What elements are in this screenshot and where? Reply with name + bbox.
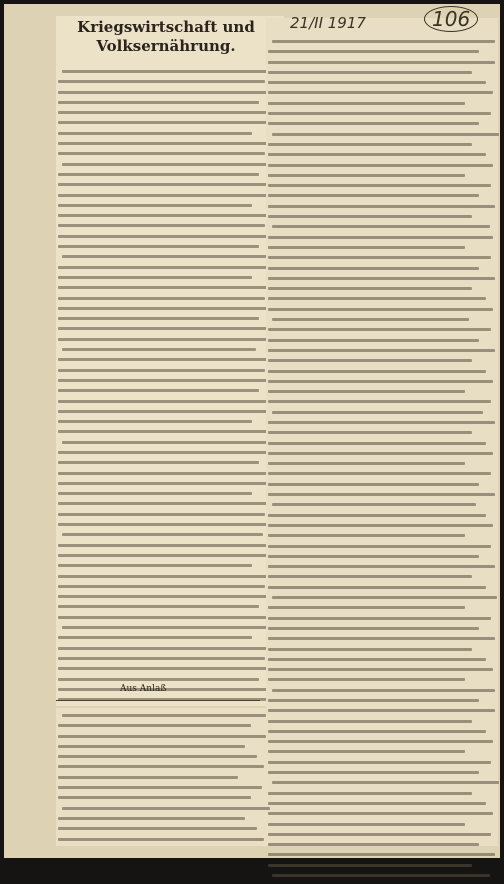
text-line [58, 400, 272, 403]
text-line [268, 81, 486, 84]
text-line [62, 714, 266, 717]
text-line [58, 297, 265, 300]
text-line [58, 786, 262, 789]
text-lines-right [266, 40, 498, 884]
text-line [58, 575, 277, 578]
text-line [268, 534, 465, 537]
text-line [58, 420, 252, 423]
text-line [58, 472, 272, 475]
text-line [58, 379, 281, 382]
text-line [268, 442, 486, 445]
text-line [268, 709, 495, 712]
text-line [58, 214, 277, 217]
text-line [62, 348, 256, 351]
article-headline: Kriegswirtschaft und Volksernährung. [77, 18, 255, 55]
text-line [58, 451, 281, 454]
text-line [268, 771, 479, 774]
text-line [272, 503, 476, 506]
text-line [58, 564, 252, 567]
text-line [58, 735, 266, 738]
text-line [58, 327, 272, 330]
text-line [268, 184, 491, 187]
text-line [268, 843, 479, 846]
clipping-left-upper [56, 16, 284, 706]
text-line [58, 796, 251, 799]
text-line [268, 61, 495, 64]
text-line [268, 205, 495, 208]
text-line [268, 256, 491, 259]
text-line [62, 533, 263, 536]
text-line [58, 755, 257, 758]
text-line [268, 802, 486, 805]
text-line [58, 523, 281, 526]
text-line [58, 502, 277, 505]
text-line [268, 699, 479, 702]
text-line [268, 575, 472, 578]
text-line [58, 544, 272, 547]
text-line [268, 194, 479, 197]
text-line [268, 678, 465, 681]
text-line [268, 380, 493, 383]
text-line [58, 369, 265, 372]
text-line [268, 421, 495, 424]
text-line [268, 823, 465, 826]
text-line [58, 657, 265, 660]
printed-phrase: Aus Anlaß [120, 684, 167, 694]
text-line [268, 122, 479, 125]
text-line [268, 833, 491, 836]
text-line [58, 121, 279, 124]
text-line [268, 246, 465, 249]
text-line [268, 565, 495, 568]
text-line [58, 817, 245, 820]
text-line [62, 441, 269, 444]
text-line [272, 133, 499, 136]
text-line [268, 390, 465, 393]
text-line [268, 236, 493, 239]
text-line [58, 745, 245, 748]
text-line [268, 864, 472, 867]
text-line [272, 318, 469, 321]
text-line [268, 740, 493, 743]
text-line [268, 370, 486, 373]
text-line [268, 462, 465, 465]
text-line [58, 358, 277, 361]
text-line [58, 827, 257, 830]
text-line [62, 626, 283, 629]
text-line [268, 545, 491, 548]
clipping-right [266, 18, 498, 846]
text-line [268, 91, 493, 94]
text-lines-left-upper [56, 70, 284, 750]
archive-sheet [4, 4, 500, 858]
text-line [268, 153, 486, 156]
text-line [268, 761, 491, 764]
text-line [272, 874, 490, 877]
text-line [58, 307, 281, 310]
text-line [268, 648, 472, 651]
text-line [58, 585, 265, 588]
text-line [58, 132, 252, 135]
text-line [268, 555, 479, 558]
text-line [58, 765, 264, 768]
text-line [58, 142, 277, 145]
text-line [268, 524, 493, 527]
text-line [268, 720, 472, 723]
text-line [268, 853, 495, 856]
text-line [268, 606, 465, 609]
text-line [272, 40, 495, 43]
text-line [58, 513, 265, 516]
text-line [58, 678, 259, 681]
text-line [268, 792, 472, 795]
text-line [58, 647, 277, 650]
text-line [58, 101, 259, 104]
text-line [268, 730, 486, 733]
text-line [268, 349, 495, 352]
text-line [58, 616, 272, 619]
text-line [58, 605, 259, 608]
text-line [58, 338, 279, 341]
text-line [268, 658, 486, 661]
text-line [268, 452, 493, 455]
text-line [58, 482, 279, 485]
text-line [272, 411, 483, 414]
text-line [268, 112, 491, 115]
text-line [58, 91, 281, 94]
text-line [268, 514, 486, 517]
text-line [268, 267, 479, 270]
text-line [58, 410, 279, 413]
text-line [268, 215, 472, 218]
text-line [268, 483, 479, 486]
text-line [268, 277, 495, 280]
text-line [58, 492, 252, 495]
text-line [58, 194, 279, 197]
text-line [58, 636, 252, 639]
text-line [272, 225, 490, 228]
text-line [268, 472, 491, 475]
text-line [58, 317, 259, 320]
text-line [58, 152, 265, 155]
handwritten-page-number: 106 [424, 6, 478, 32]
text-line [268, 493, 495, 496]
text-line [58, 724, 251, 727]
text-line [58, 266, 279, 269]
text-line [58, 276, 252, 279]
text-line [268, 50, 479, 53]
text-line [268, 102, 465, 105]
text-line [58, 461, 259, 464]
text-line [58, 389, 259, 392]
text-lines-left-lower [56, 714, 268, 848]
text-line [268, 750, 465, 753]
text-line [62, 70, 281, 73]
text-line [272, 781, 499, 784]
text-line [58, 80, 265, 83]
text-line [268, 174, 465, 177]
text-line [58, 111, 272, 114]
text-line [272, 596, 497, 599]
text-line [268, 143, 472, 146]
text-line [58, 838, 264, 841]
text-line [268, 400, 491, 403]
text-line [58, 183, 272, 186]
text-line [58, 245, 259, 248]
text-line [62, 255, 276, 258]
text-line [268, 586, 486, 589]
text-line [58, 286, 277, 289]
text-line [268, 308, 493, 311]
text-line [272, 689, 495, 692]
text-line [62, 807, 270, 810]
text-line [268, 637, 495, 640]
text-line [58, 204, 252, 207]
text-line [268, 287, 472, 290]
text-line [268, 328, 491, 331]
text-line [58, 667, 281, 670]
text-line [58, 554, 279, 557]
column-divider [56, 700, 260, 701]
clipping-left-lower [56, 708, 268, 846]
handwritten-date: 21/II 1917 [290, 14, 366, 32]
text-line [268, 359, 472, 362]
text-line [268, 617, 491, 620]
text-line [58, 430, 277, 433]
text-line [58, 224, 265, 227]
text-line [268, 339, 479, 342]
text-line [268, 71, 472, 74]
text-line [268, 164, 493, 167]
text-line [58, 173, 259, 176]
text-line [62, 163, 285, 166]
text-line [268, 431, 472, 434]
text-line [268, 668, 493, 671]
text-line [58, 235, 281, 238]
text-line [268, 627, 479, 630]
text-line [268, 812, 493, 815]
text-line [58, 595, 281, 598]
text-line [268, 297, 486, 300]
text-line [58, 776, 238, 779]
